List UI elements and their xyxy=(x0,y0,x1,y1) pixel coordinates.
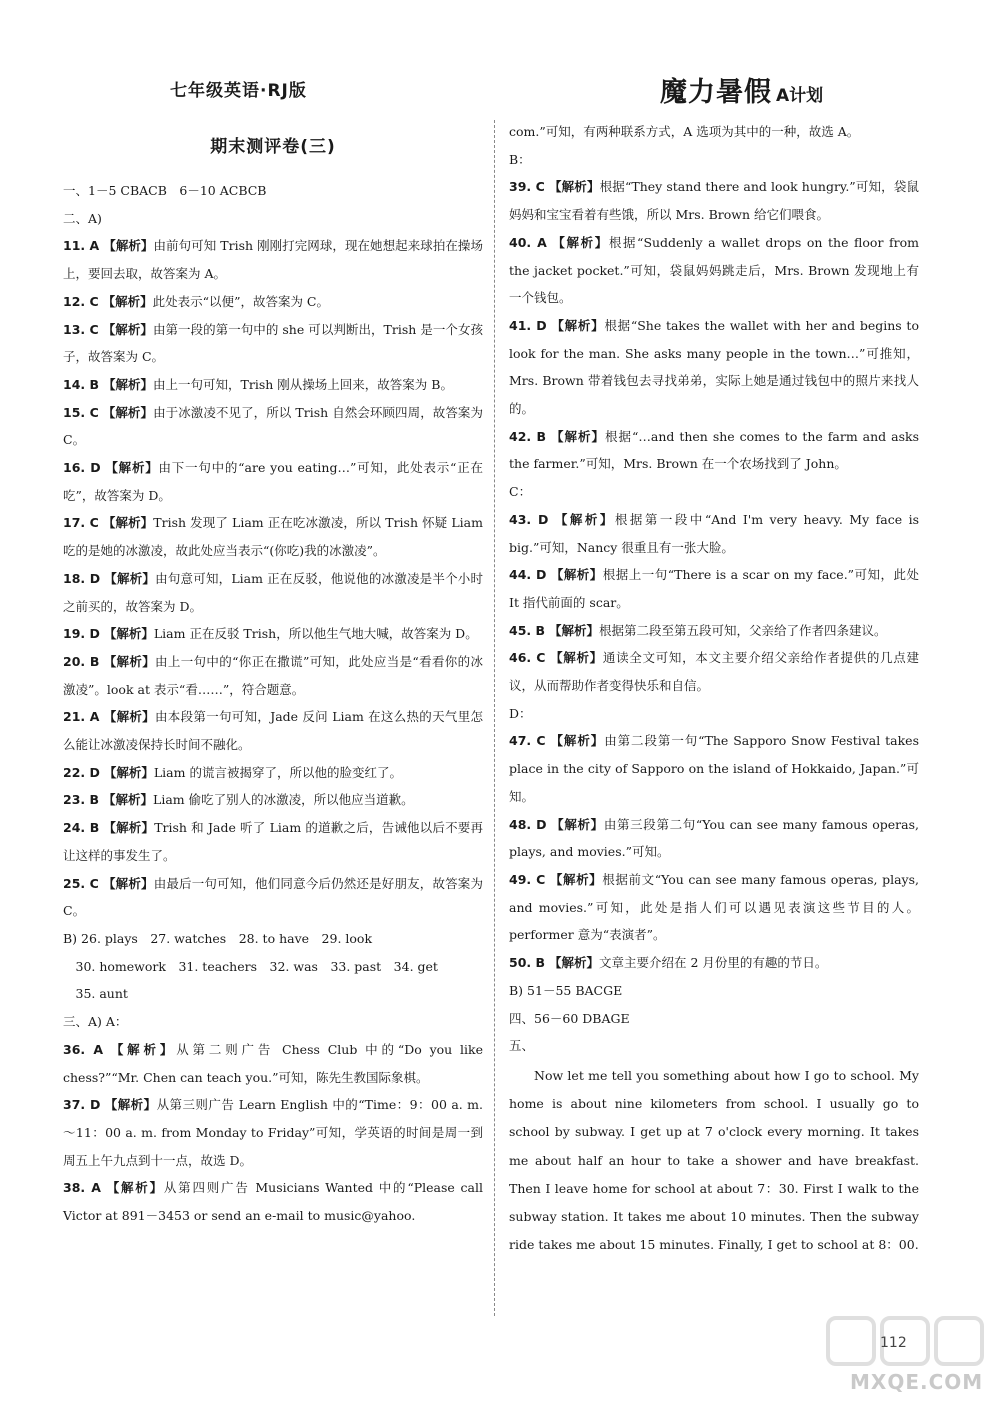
analysis-tag: 【解析】 xyxy=(103,820,155,836)
analysis-tag: 【解析】 xyxy=(103,238,154,254)
header-book-title: 七年级英语·RJ版 xyxy=(170,81,307,101)
page-number: 112 xyxy=(880,1335,907,1351)
answer-text: 由下一句中的“are you eating…”可知，此处表示“正在吃”，故答案为 D。 xyxy=(63,460,483,503)
answer-text: D： xyxy=(509,705,532,721)
section-line xyxy=(509,478,919,506)
answer-text: 由上一句可知，Trish 刚从操场上回来，故答案为 B。 xyxy=(153,376,453,392)
answer-text: 根据“They stand there and look hungry.”可知，袋鼠妈妈和宝宝看着有些饿，所以 Mrs. Brown 给它们喂食。 xyxy=(509,179,919,223)
analysis-tag: 【解析】 xyxy=(104,570,156,586)
answer-text: 由于冰激凌不见了，所以 Trish 自然会环顾四周，故答案为 C。 xyxy=(63,404,483,448)
answer-item xyxy=(63,288,483,316)
answer-item xyxy=(63,1174,483,1229)
answer-item xyxy=(63,399,483,454)
analysis-tag: 【解析】 xyxy=(110,1041,177,1057)
answer-item xyxy=(63,648,483,703)
answer-text: Liam 正在反驳 Trish，所以他生气地大喊，故答案为 D。 xyxy=(153,626,478,642)
analysis-tag: 【解析】 xyxy=(102,321,153,337)
answer-item xyxy=(63,371,483,399)
answer-number: 20. B xyxy=(63,653,100,669)
watermark-text: MXQE.COM xyxy=(850,1370,984,1394)
analysis-tag: 【解析】 xyxy=(550,650,603,666)
answer-text: 由句意可知，Liam 正在反驳，他说他的冰激凌是半个小时之前买的，故答案为 D。 xyxy=(63,570,483,614)
answer-text: 30. homework 31. teachers 32. was 33. past 34. get xyxy=(63,958,438,974)
analysis-tag: 【解析】 xyxy=(102,293,153,309)
answer-number: 25. C xyxy=(63,875,99,891)
answer-number: 13. C xyxy=(63,321,99,337)
answer-item xyxy=(63,454,483,509)
analysis-tag: 【解析】 xyxy=(102,404,154,420)
section-line xyxy=(509,1005,919,1033)
answer-number: 22. D xyxy=(63,764,100,780)
answer-number: 44. D xyxy=(509,567,547,583)
left-answer-list xyxy=(63,177,483,1230)
answer-number: 36. A xyxy=(63,1041,104,1057)
analysis-tag: 【解析】 xyxy=(554,511,615,527)
answer-text: Trish 发现了 Liam 正在吃冰激凌，所以 Trish 怀疑 Liam 吃的是她的冰激凌，故此处应当表示“(你吃)我的冰激凌”。 xyxy=(63,515,483,559)
analysis-tag: 【解析】 xyxy=(548,179,600,195)
answer-item xyxy=(509,866,919,949)
answer-text: 通读全文可知，本文主要介绍父亲给作者提供的几点建议，从而帮助作者变得快乐和自信。 xyxy=(509,650,919,694)
answer-item xyxy=(509,561,919,616)
answer-item xyxy=(509,423,919,478)
answer-text: 四、56－60 DBAGE xyxy=(509,1010,630,1026)
answer-text: 从第三则广告 Learn English 中的“Time：9：00 a. m. ～11：00 a. m. from Monday to Friday”可知，学英语的时间是周一到周五上午九点到十一点，故选 D。 xyxy=(63,1097,483,1168)
section-line xyxy=(509,977,919,1005)
answer-number: 46. C xyxy=(509,650,546,666)
answer-text: 由第一段的第一句中的 she 可以判断出，Trish 是一个女孩子，故答案为 C。 xyxy=(63,321,484,365)
answer-item xyxy=(63,620,483,648)
answer-text: Liam 的谎言被揭穿了，所以他的脸变红了。 xyxy=(153,764,402,780)
section-line xyxy=(63,953,483,981)
analysis-tag: 【解析】 xyxy=(103,626,154,642)
analysis-tag: 【解析】 xyxy=(103,764,154,780)
answer-item xyxy=(509,949,919,977)
answer-item xyxy=(509,173,919,228)
column-divider xyxy=(494,120,495,1316)
analysis-tag: 【解析】 xyxy=(551,317,605,333)
answer-text: 由最后一句可知，他们同意今后仍然还是好朋友，故答案为 C。 xyxy=(63,875,483,919)
answer-number: 43. D xyxy=(509,511,549,527)
answer-number: 14. B xyxy=(63,376,100,392)
answer-text: B) 51－55 BACGE xyxy=(509,982,623,998)
answer-text: 二、A) xyxy=(63,210,102,226)
section-line xyxy=(63,177,483,205)
answer-item xyxy=(63,232,483,287)
answer-text: B) 26. plays 27. watches 28. to have 29. look xyxy=(63,930,373,946)
answer-item xyxy=(509,229,919,312)
answer-number: 12. C xyxy=(63,293,99,309)
answer-text: 从第二则广告 Chess Club 中的“Do you like chess?”“Mr. Chen can teach you.”可知，陈先生教国际象棋。 xyxy=(63,1041,483,1085)
answer-item xyxy=(509,506,919,561)
answer-text: 此处表示“以便”，故答案为 C。 xyxy=(152,293,329,309)
analysis-tag: 【解析】 xyxy=(551,428,605,444)
answer-number: 41. D xyxy=(509,317,547,333)
analysis-tag: 【解析】 xyxy=(106,1180,164,1196)
analysis-tag: 【解析】 xyxy=(549,871,603,887)
answer-text: 35. aunt xyxy=(63,986,128,1002)
section-line xyxy=(63,1008,483,1036)
analysis-tag: 【解析】 xyxy=(104,1097,157,1113)
answer-item xyxy=(63,316,483,371)
answer-number: 23. B xyxy=(63,792,100,808)
analysis-tag: 【解析】 xyxy=(103,653,156,669)
answer-number: 24. B xyxy=(63,820,100,836)
analysis-tag: 【解析】 xyxy=(549,622,600,638)
analysis-tag: 【解析】 xyxy=(103,376,154,392)
analysis-tag: 【解析】 xyxy=(103,875,154,891)
right-column xyxy=(509,118,919,1259)
answer-text: 根据前文“You can see many famous operas, plays, and movies.”可知，此处是指人们可以遇见表演这些节目的人。performer 意为“表演者”。 xyxy=(509,871,919,943)
answer-item xyxy=(509,811,919,866)
section-line xyxy=(509,118,919,146)
answer-text: 根据“…and then she comes to the farm and asks the farmer.”可知，Mrs. Brown 在一个农场找到了 John。 xyxy=(509,428,919,472)
answer-text: 从第四则广告 Musicians Wanted 中的“Please call Victor at 891－3453 or send an e-mail to music@yahoo. xyxy=(63,1180,483,1224)
answer-item xyxy=(63,565,483,620)
answer-item xyxy=(63,759,483,787)
answer-number: 39. C xyxy=(509,179,545,195)
answer-text: Trish 和 Jade 听了 Liam 的道歉之后，告诫他以后不要再让这样的事发生了。 xyxy=(63,820,483,863)
analysis-tag: 【解析】 xyxy=(103,792,154,808)
header-brand xyxy=(660,70,823,109)
analysis-tag: 【解析】 xyxy=(549,955,600,971)
answer-number: 17. C xyxy=(63,515,99,531)
answer-item xyxy=(509,312,919,423)
answer-number: 40. A xyxy=(509,234,547,250)
right-answer-list xyxy=(509,118,919,1060)
answer-text: 由第三段第二句“You can see many famous operas, plays, and movies.”可知。 xyxy=(509,816,919,860)
answer-number: 18. D xyxy=(63,570,101,586)
answer-text: B： xyxy=(509,151,531,167)
answer-text: 文章主要介绍在 2 月份里的有趣的节日。 xyxy=(599,955,828,971)
answer-number: 11. A xyxy=(63,238,100,254)
brand-name: 魔力暑假 xyxy=(660,77,772,108)
section-line xyxy=(509,1032,919,1060)
answer-item xyxy=(509,617,919,645)
answer-item xyxy=(63,870,483,925)
answer-item xyxy=(63,786,483,814)
answer-item xyxy=(63,1091,483,1174)
answer-number: 19. D xyxy=(63,626,100,642)
answer-number: 38. A xyxy=(63,1180,101,1196)
answer-text: 根据第二段至第五段可知，父亲给了作者四条建议。 xyxy=(599,622,887,638)
answer-text: C： xyxy=(509,484,532,500)
answer-text: 一、1－5 CBACB 6－10 ACBCB xyxy=(63,183,267,198)
essay-paragraph: Now let me tell you something about how I go to school. My home is about nine kilometers from school. I usually go to school by subway. I get up at 7 o'clock every morning. It takes me about half an hour to take a shower and have breakfast. Then I leave home for school at about 7：30. First I walk to the subway station. It takes me about 10 minutes. Then the subway ride takes me about 15 minutes. Finally, I get to school at 8：00. xyxy=(509,1067,919,1253)
section-line xyxy=(509,700,919,728)
answer-number: 16. D xyxy=(63,460,101,476)
page-title: 期末测评卷(三) xyxy=(210,137,336,157)
analysis-tag: 【解析】 xyxy=(550,567,603,583)
answer-text: 根据上一句“There is a scar on my face.”可知，此处 It 指代前面的 scar。 xyxy=(509,567,919,610)
analysis-tag: 【解析】 xyxy=(103,709,155,725)
answer-number: 47. C xyxy=(509,733,546,749)
answer-item xyxy=(509,727,919,810)
section-line xyxy=(63,205,483,233)
answer-text: 五、 xyxy=(509,1038,535,1054)
section-line xyxy=(509,146,919,174)
answer-item xyxy=(63,703,483,758)
answer-number: 21. A xyxy=(63,709,100,725)
left-column xyxy=(63,118,483,1230)
analysis-tag: 【解析】 xyxy=(551,816,604,832)
analysis-tag: 【解析】 xyxy=(105,460,159,476)
answer-number: 15. C xyxy=(63,404,99,420)
answer-text: 三、A) A： xyxy=(63,1014,128,1030)
section-line xyxy=(63,925,483,953)
analysis-tag: 【解析】 xyxy=(550,733,605,749)
brand-subtitle: A计划 xyxy=(776,86,824,106)
answer-item xyxy=(509,644,919,699)
section-line xyxy=(63,980,483,1008)
answer-item xyxy=(63,1036,483,1091)
answer-text: Liam 偷吃了别人的冰激凌，所以他应当道歉。 xyxy=(153,792,414,808)
analysis-tag: 【解析】 xyxy=(552,234,609,250)
answer-number: 37. D xyxy=(63,1097,101,1113)
answer-text: 由第二段第一句“The Sapporo Snow Festival takes place in the city of Sapporo on the island of Hokkaido, Japan.”可知。 xyxy=(509,733,919,804)
answer-text: 根据“She takes the wallet with her and begins to look for the man. She asks many people in the town…”可推知，Mrs. Brown 带着钱包去寻找弟弟，实际上她是通过钱包中的照片来找人的。 xyxy=(509,317,919,417)
answer-text: 由上一句中的“你正在撒谎”可知，此处应当是“看看你的冰激凌”。look at 表示“看……”，符合题意。 xyxy=(63,653,483,697)
answer-text: com.”可知，有两种联系方式，A 选项为其中的一种，故选 A。 xyxy=(509,124,860,139)
answer-text: 由本段第一句可知，Jade 反问 Liam 在这么热的天气里怎么能让冰激凌保持长时间不融化。 xyxy=(63,709,484,753)
answer-text: 由前句可知 Trish 刚刚打完网球，现在她想起来球拍在操场上，要回去取，故答案为 A。 xyxy=(63,238,483,282)
answer-number: 48. D xyxy=(509,816,547,832)
answer-item xyxy=(63,509,483,564)
answer-text: 根据第一段中“And I'm very heavy. My face is big.”可知，Nancy 很重且有一张大脸。 xyxy=(509,511,919,555)
answer-number: 42. B xyxy=(509,428,547,444)
answer-number: 50. B xyxy=(509,955,546,971)
answer-item xyxy=(63,814,483,869)
answer-number: 49. C xyxy=(509,871,546,887)
answer-text: 根据“Suddenly a wallet drops on the floor from the jacket pocket.”可知，袋鼠妈妈跳走后，Mrs. Brown 发现地上有一个钱包。 xyxy=(509,234,919,306)
answer-number: 45. B xyxy=(509,622,546,638)
analysis-tag: 【解析】 xyxy=(102,515,154,531)
